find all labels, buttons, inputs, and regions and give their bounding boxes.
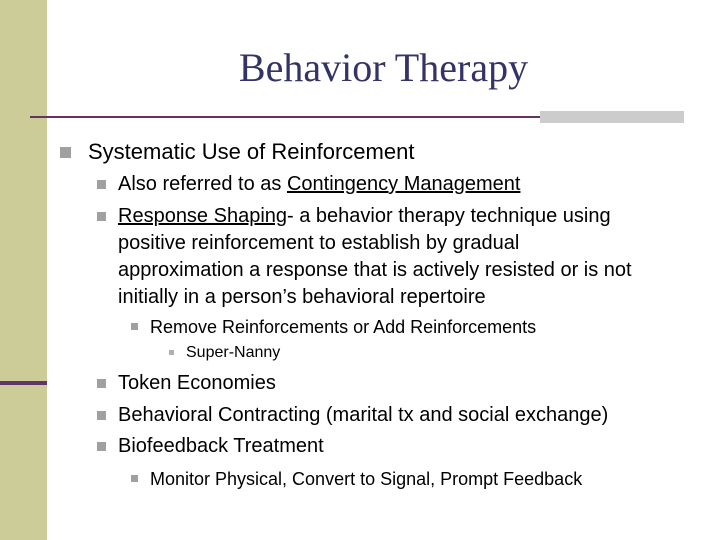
- square-bullet-icon: [97, 379, 106, 388]
- square-bullet-icon: [97, 442, 106, 451]
- square-bullet-icon: [97, 411, 106, 420]
- definition-line-2: positive reinforcement to establish by gradual: [118, 232, 520, 254]
- left-band-accent-line: [0, 381, 47, 385]
- bullet-text: Biofeedback Treatment: [118, 435, 324, 457]
- square-bullet-icon: [97, 212, 106, 221]
- bullet-text: Monitor Physical, Convert to Signal, Prompt Feedback: [150, 469, 583, 489]
- bullet-text: Token Economies: [118, 372, 276, 394]
- term-response-shaping: Response Shaping: [118, 205, 288, 227]
- title-divider-line: [30, 116, 545, 118]
- bullet-text: Super-Nanny: [186, 344, 281, 361]
- bullet-text: Systematic Use of Reinforcement: [88, 139, 415, 164]
- slide-title: Behavior Therapy: [238, 45, 529, 90]
- definition-line-3: approximation a response that is actively resisted or is not: [118, 259, 632, 281]
- term-contingency-management: Contingency Management: [286, 173, 521, 195]
- square-bullet-icon: [169, 350, 174, 355]
- bullet-text: Behavioral Contracting (marital tx and social exchange): [118, 404, 609, 426]
- title-divider-bar: [540, 111, 684, 123]
- square-bullet-icon: [60, 147, 71, 158]
- bullet-text-prefix: Also referred to as: [118, 173, 287, 195]
- square-bullet-icon: [131, 475, 138, 482]
- definition-line-4: initially in a person’s behavioral repertoire: [118, 286, 486, 308]
- definition-line-1: - a behavior therapy technique using: [287, 205, 611, 227]
- square-bullet-icon: [97, 180, 106, 189]
- bullet-text: Remove Reinforcements or Add Reinforcements: [150, 317, 537, 337]
- left-decorative-band: [0, 0, 47, 540]
- square-bullet-icon: [131, 323, 138, 330]
